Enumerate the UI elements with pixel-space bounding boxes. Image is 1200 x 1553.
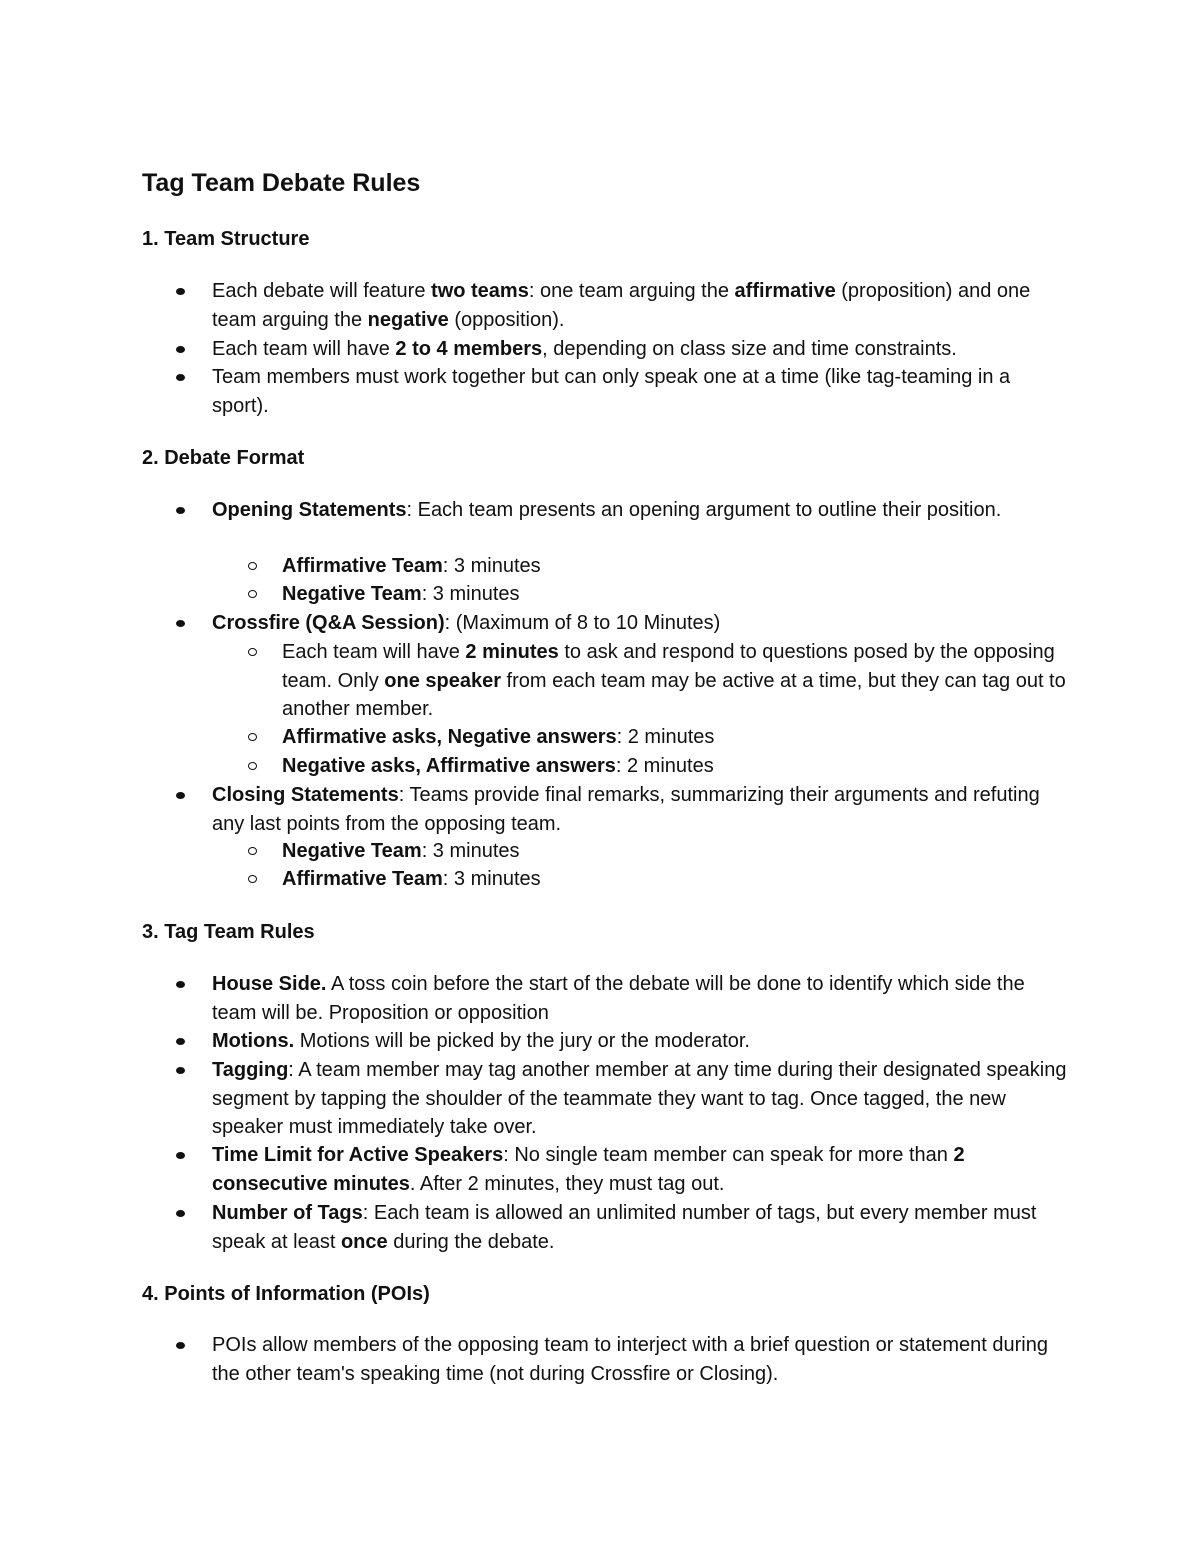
sub-list-item	[282, 865, 1072, 894]
bold-text: Affirmative asks, Negative answers	[282, 726, 617, 748]
bold-text: Negative Team	[282, 840, 422, 862]
text-run: : A team member may tag another member at any time during their designated speaking segment by tapping the shoulder of the teammate they want to tag. Once tagged, the new speaker must immediately take over.	[212, 1059, 1067, 1138]
bullet-icon	[176, 1152, 185, 1159]
list-item	[212, 335, 1072, 364]
bold-text: affirmative	[734, 280, 836, 302]
text-run: : Each team presents an opening argument to outline their position.	[406, 499, 1002, 521]
text-run: Each team will have	[212, 338, 396, 360]
list-item	[212, 781, 1072, 838]
bullet-icon	[176, 346, 185, 353]
text-run: POIs allow members of the opposing team to interject with a brief question or statement during the other team's speaking time (not during Crossfire or Closing).	[212, 1334, 1048, 1385]
bold-text: 2 to 4 members	[395, 338, 543, 360]
hollow-bullet-icon	[248, 648, 257, 656]
bold-text: Affirmative Team	[282, 868, 443, 890]
text-run: Motions will be picked by the jury or the moderator.	[294, 1030, 750, 1052]
hollow-bullet-icon	[248, 762, 257, 770]
bullet-icon	[176, 374, 185, 381]
bold-text: 2 consecutive minutes	[212, 1144, 965, 1195]
text-run: . After 2 minutes, they must tag out.	[409, 1172, 725, 1195]
bullet-icon	[176, 1067, 185, 1074]
document-title: Tag Team Debate Rules	[142, 169, 421, 197]
sub-list-item	[282, 752, 1072, 781]
list-item	[212, 1141, 1072, 1198]
text-run: : Teams provide final remarks, summarizing their arguments and refuting any last points from the opposing team.	[212, 784, 1040, 835]
text-run: : 2 minutes	[615, 755, 714, 777]
bold-text: negative	[367, 308, 449, 331]
hollow-bullet-icon	[248, 590, 257, 598]
bold-text: Negative asks, Affirmative answers	[282, 755, 616, 777]
text-run: (proposition) and one team arguing the	[212, 280, 1031, 331]
hollow-bullet-icon	[248, 847, 257, 855]
bold-text: Affirmative Team	[282, 555, 443, 577]
bold-text: Opening Statements	[212, 499, 407, 521]
text-run: : one team arguing the	[528, 280, 735, 302]
sub-list-item	[282, 580, 1072, 609]
bold-text: Negative Team	[282, 583, 422, 605]
section-heading: 1. Team Structure	[142, 228, 310, 250]
bold-text: two teams	[431, 280, 529, 302]
bullet-icon	[176, 1342, 185, 1349]
list-item	[212, 1056, 1072, 1142]
list-item	[212, 1199, 1072, 1256]
sub-list-item	[282, 837, 1072, 866]
text-run: (opposition).	[448, 308, 565, 331]
list-item	[212, 1331, 1072, 1388]
bullet-icon	[176, 1210, 185, 1217]
bullet-icon	[176, 1038, 185, 1045]
text-run: : No single team member can speak for more than	[503, 1144, 954, 1166]
bullet-icon	[176, 288, 185, 295]
bold-text: Number of Tags	[212, 1202, 363, 1224]
list-item	[212, 363, 1072, 420]
bold-text: Time Limit for Active Speakers	[212, 1144, 504, 1166]
list-item	[212, 609, 1072, 638]
bold-text: Closing Statements	[212, 784, 399, 806]
list-item	[212, 970, 1072, 1027]
text-run: Each debate will feature	[212, 280, 432, 302]
text-run: : (Maximum of 8 to 10 Minutes)	[444, 612, 721, 634]
list-item	[212, 1027, 1072, 1056]
text-run: : 2 minutes	[616, 726, 715, 748]
text-run: : 3 minutes	[442, 868, 541, 890]
text-run: Team members must work together but can only speak one at a time (like tag-teaming in a sport).	[212, 366, 1011, 417]
bold-text: House Side.	[212, 973, 327, 995]
list-item	[212, 496, 1072, 525]
text-run: : 3 minutes	[421, 583, 520, 605]
text-run: , depending on class size and time constraints.	[542, 338, 957, 360]
bold-text: Motions.	[212, 1030, 295, 1052]
text-run: during the debate.	[387, 1230, 555, 1253]
text-run: : 3 minutes	[421, 840, 520, 862]
bold-text: 2 minutes	[465, 641, 559, 663]
bold-text: one speaker	[384, 669, 501, 692]
bullet-icon	[176, 792, 185, 799]
bold-text: once	[340, 1230, 388, 1253]
text-run: : Each team is allowed an unlimited number of tags, but every member must speak at least	[212, 1202, 1037, 1253]
list-item	[212, 277, 1072, 334]
hollow-bullet-icon	[248, 733, 257, 741]
text-run: to ask and respond to questions posed by the opposing team. Only	[282, 641, 1055, 692]
text-run: Each team will have	[282, 641, 466, 663]
hollow-bullet-icon	[248, 562, 257, 570]
section-heading: 3. Tag Team Rules	[142, 921, 315, 943]
bullet-icon	[176, 507, 185, 514]
text-run: A toss coin before the start of the debate will be done to identify which side the team will be. Proposition or opposition	[212, 973, 1025, 1024]
sub-list-item	[282, 723, 1072, 752]
bullet-icon	[176, 620, 185, 627]
section-heading: 4. Points of Information (POIs)	[142, 1283, 430, 1305]
hollow-bullet-icon	[248, 875, 257, 883]
bold-text: Crossfire (Q&A Session)	[212, 612, 445, 634]
text-run: : 3 minutes	[442, 555, 541, 577]
bullet-icon	[176, 981, 185, 988]
sub-list-item	[282, 638, 1072, 724]
section-heading: 2. Debate Format	[142, 447, 305, 469]
bold-text: Tagging	[212, 1059, 289, 1081]
text-run: from each team may be active at a time, but they can tag out to another member.	[282, 669, 1066, 720]
sub-list-item	[282, 552, 1072, 581]
